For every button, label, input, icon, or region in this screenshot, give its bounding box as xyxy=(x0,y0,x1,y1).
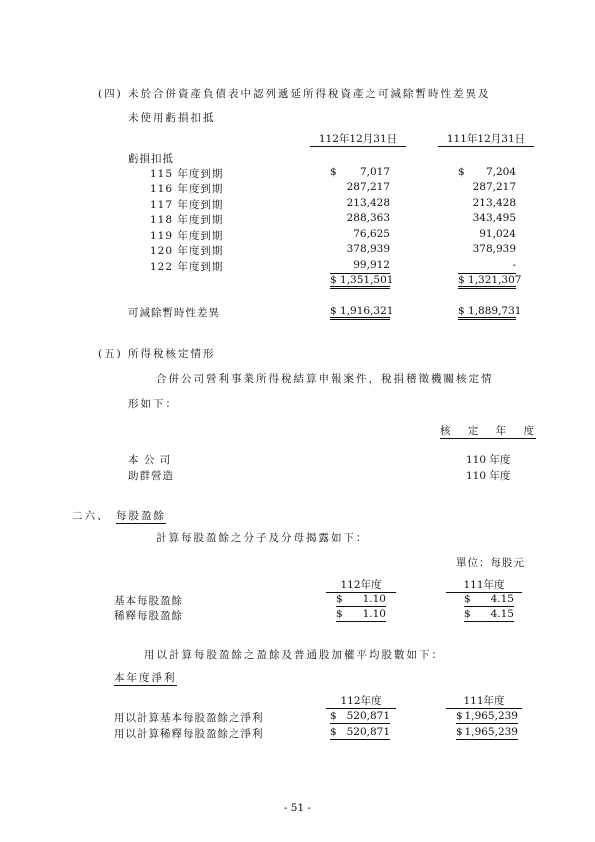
section-26-title: 每股盈餘 xyxy=(116,510,166,522)
unit-label: 單位：每股元 xyxy=(456,557,525,569)
eps-column-header-2022: 111年度 xyxy=(446,577,522,593)
net-column-header-2023: 112年度 xyxy=(326,693,396,709)
section-4-title-continued: 未使用虧損扣抵 xyxy=(128,112,216,124)
section-5-paragraph: 合併公司營利事業所得稅結算申報案件，稅捐稽徵機關核定情 xyxy=(156,373,494,385)
net-column-header-2022: 111年度 xyxy=(446,693,522,709)
net-income-paragraph: 用以計算每股盈餘之盈餘及普通股加權平均股數如下： xyxy=(144,649,444,661)
eps-column-header-2023: 112年度 xyxy=(326,577,396,593)
loss-total-2023: $ 1,351,501 xyxy=(330,273,390,289)
cell-value: 1.10 xyxy=(362,608,386,620)
section-5-title: (五) 所得稅核定情形 xyxy=(98,348,216,360)
section-26-number: 二六、 xyxy=(72,510,110,522)
eps-value-2022 xyxy=(464,593,514,607)
company-label: 助群營造 xyxy=(128,470,174,482)
column-header-2022: 111年12月31日 xyxy=(438,131,534,147)
row-value-2022: 91,024 xyxy=(479,228,516,240)
row-label: 117 年度到期 xyxy=(150,199,224,211)
eps-row-label: 基本每股盈餘 xyxy=(114,595,183,607)
row-value-2023: 213,428 xyxy=(346,197,390,209)
row-value-2022: 378,939 xyxy=(472,243,516,255)
cell-value: 7,204 xyxy=(485,166,516,178)
row-value-2023: 287,217 xyxy=(346,181,390,193)
net-income-row-label: 用以計算基本每股盈餘之淨利 xyxy=(114,712,264,724)
assessment-year-value: 110 年度 xyxy=(466,470,511,482)
row-label: 115 年度到期 xyxy=(150,168,224,180)
column-header-2023: 112年12月31日 xyxy=(310,131,406,147)
dollar-sign: $ xyxy=(330,726,337,738)
section-4-title: (四) 未於合併資產負債表中認列遞延所得稅資產之可減除暫時性差異及 xyxy=(98,88,491,100)
eps-row-label: 稀釋每股盈餘 xyxy=(114,610,183,622)
assessment-year-header: 核 定 年 度 xyxy=(440,425,535,437)
row-label: 122 年度到期 xyxy=(150,261,224,273)
dollar-sign: $ xyxy=(330,166,337,178)
row-label: 116 年度到期 xyxy=(150,183,224,195)
dollar-sign: $ xyxy=(456,726,463,738)
row-value-2023: 288,363 xyxy=(346,212,390,224)
section-26-intro: 計算每股盈餘之分子及分母揭露如下： xyxy=(156,532,369,544)
row-label: 119 年度到期 xyxy=(150,230,224,242)
row-label: 118 年度到期 xyxy=(150,214,224,226)
cell-value: 1,965,239 xyxy=(464,710,518,722)
deductible-difference-2023: $ 1,916,321 xyxy=(330,305,390,320)
dollar-sign: $ xyxy=(464,608,471,620)
row-label: 120 年度到期 xyxy=(150,245,224,257)
eps-value-2022 xyxy=(464,608,514,622)
net-income-value-2023 xyxy=(330,710,390,724)
row-value-2023: 76,625 xyxy=(353,228,390,240)
cell-value: 520,871 xyxy=(346,726,390,738)
cell-value: 4.15 xyxy=(490,593,514,605)
cell-value: 520,871 xyxy=(346,710,390,722)
deductible-difference-label: 可減除暫時性差異 xyxy=(128,307,220,319)
dollar-sign: $ xyxy=(456,710,463,722)
cell-value: 7,017 xyxy=(359,166,390,178)
row-value-2022: 213,428 xyxy=(472,197,516,209)
section-5-paragraph-continued: 形如下： xyxy=(128,398,178,410)
dollar-sign: $ xyxy=(458,166,465,178)
net-income-value-2023 xyxy=(330,726,390,740)
row-value-2022: - xyxy=(512,259,516,271)
net-income-value-2022 xyxy=(456,726,518,740)
company-label: 本 公 司 xyxy=(128,454,172,466)
cell-value: 1,965,239 xyxy=(464,726,518,738)
assessment-year-value: 110 年度 xyxy=(466,454,511,466)
dollar-sign: $ xyxy=(336,593,343,605)
row-value-2022: 287,217 xyxy=(472,181,516,193)
net-income-value-2022 xyxy=(456,710,518,724)
row-value-2023: 378,939 xyxy=(346,243,390,255)
row-value-2023: 99,912 xyxy=(353,259,390,271)
loss-total-2022: $ 1,321,307 xyxy=(458,273,516,289)
page-number: - 51 - xyxy=(283,802,312,814)
cell-value: 4.15 xyxy=(490,608,514,620)
cell-value: 1.10 xyxy=(362,593,386,605)
net-income-row-label: 用以計算稀釋每股盈餘之淨利 xyxy=(114,728,264,740)
dollar-sign: $ xyxy=(330,710,337,722)
eps-value-2023 xyxy=(336,608,386,622)
dollar-sign: $ xyxy=(464,593,471,605)
deductible-difference-2022: $ 1,889,731 xyxy=(458,305,516,320)
dollar-sign: $ xyxy=(336,608,343,620)
net-income-title: 本年度淨利 xyxy=(114,672,177,684)
row-value-2022: 343,495 xyxy=(472,212,516,224)
loss-carryforward-label: 虧損扣抵 xyxy=(128,153,174,165)
eps-value-2023 xyxy=(336,593,386,607)
